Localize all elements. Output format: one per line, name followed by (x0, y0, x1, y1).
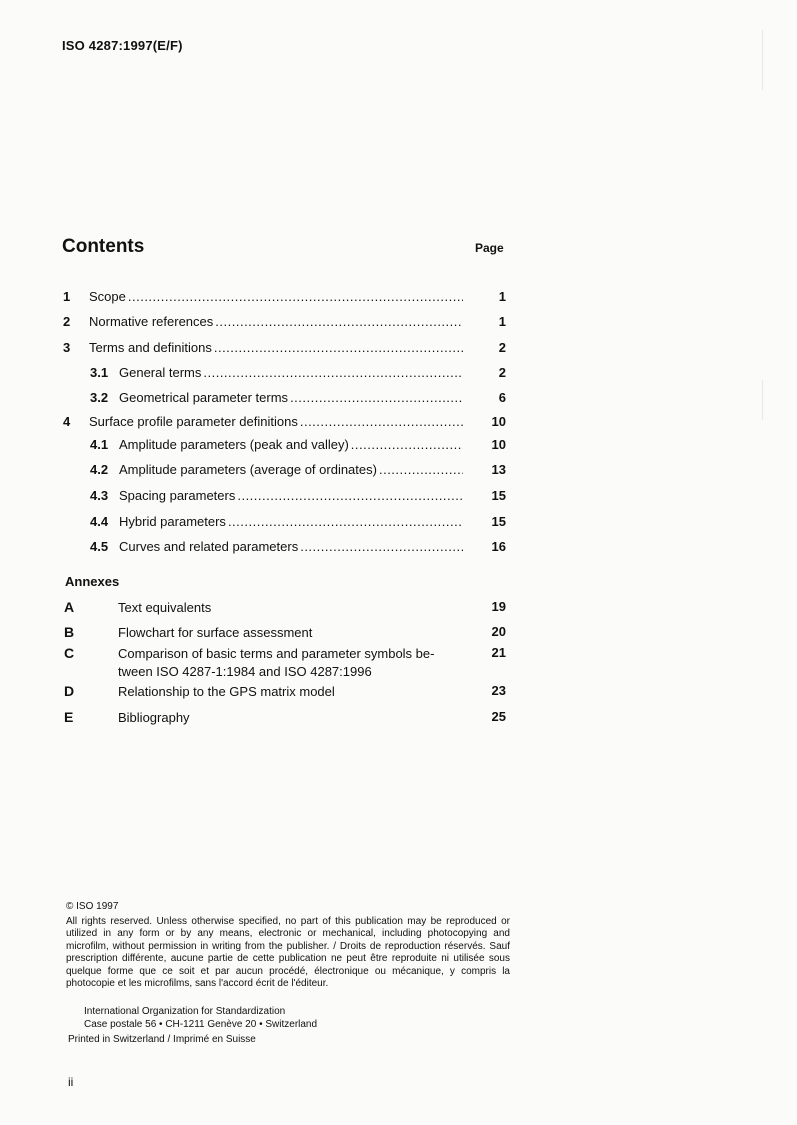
toc-leader-dots (203, 365, 463, 380)
toc-entry-number: 3.1 (90, 365, 109, 380)
toc-entry-title: Amplitude parameters (peak and valley) (119, 437, 349, 452)
toc-entry-line (119, 488, 463, 503)
toc-entry (0, 314, 797, 332)
annex-title: Flowchart for surface assessment (118, 625, 313, 640)
toc-entry-page: 1 (498, 314, 506, 329)
annex-letter: D (64, 683, 75, 699)
toc-entry-line (89, 414, 463, 429)
toc-entry-title: Surface profile parameter definitions (89, 414, 298, 429)
publisher-name: International Organization for Standardization (84, 1006, 286, 1017)
toc-leader-dots (215, 314, 463, 329)
toc-entry-title: Geometrical parameter terms (119, 390, 289, 405)
publisher-address (84, 1006, 317, 1031)
toc-entry (0, 539, 797, 557)
toc-entry-line (89, 340, 463, 355)
toc-leader-dots (300, 414, 463, 429)
toc-entry-line (119, 365, 463, 380)
copyright-notice: © ISO 1997 (66, 901, 119, 912)
document-id: ISO 4287:1997(E/F) (62, 38, 183, 53)
toc-entry-title: General terms (119, 365, 202, 380)
toc-entry-page: 10 (491, 437, 506, 452)
toc-entry-page: 13 (491, 462, 506, 477)
publisher-postal-address: Case postale 56 • CH-1211 Genève 20 • Switzerland (84, 1018, 318, 1030)
rights-statement: All rights reserved. Unless otherwise specified, no part of this publication may be reproduced or utilized in any form or by any means, electronic or mechanical, including photocopying and microfilm, without permission in writing from the publisher. / Droits de reproduction réservés. Sauf prescription différente, aucune partie de cette publication ne peut être reproduite ni utilisée sous quelque forme que ce soit et par aucun procédé, électronique ou mécanique, y compris la photocopie et les microfilms, sans l'accord écrit de l'éditeur. (66, 916, 510, 990)
toc-entry-page: 10 (491, 414, 506, 429)
toc-entry-number: 4.5 (90, 539, 109, 554)
contents-title: Contents (62, 236, 145, 257)
annex-letter: B (64, 624, 75, 640)
toc-leader-dots (228, 514, 463, 529)
toc-entry-title: Spacing parameters (119, 488, 236, 503)
toc-entry (0, 414, 797, 432)
annex-title: Comparison of basic terms and parameter symbols be-tween ISO 4287-1:1984 and ISO 4287:1996 (118, 646, 435, 679)
toc-leader-dots (290, 390, 463, 405)
annex-page: 19 (491, 599, 506, 614)
toc-entry-line (119, 539, 463, 554)
toc-entry-page: 2 (498, 340, 506, 355)
toc-entry-line (119, 437, 463, 452)
toc-entry-number: 1 (63, 289, 71, 304)
toc-entry-number: 4.1 (90, 437, 109, 452)
toc-entry-title: Normative references (89, 314, 214, 329)
toc-entry-line (89, 289, 463, 304)
toc-entry-line (119, 462, 463, 477)
annex-title: Text equivalents (118, 600, 212, 615)
toc-leader-dots (300, 539, 463, 554)
toc-entry-page: 15 (491, 488, 506, 503)
toc-leader-dots (379, 462, 463, 477)
toc-entry-title: Amplitude parameters (average of ordinates) (119, 462, 377, 477)
toc-entry (0, 462, 797, 480)
toc-entry-title: Scope (89, 289, 126, 304)
toc-leader-dots (237, 488, 463, 503)
page-column-label: Page (475, 241, 504, 255)
toc-entry-line (89, 314, 463, 329)
annex-letter: E (64, 709, 74, 725)
toc-entry-number: 4.3 (90, 488, 109, 503)
toc-entry-page: 16 (491, 539, 506, 554)
toc-entry (0, 340, 797, 358)
annex-title: Relationship to the GPS matrix model (118, 684, 335, 699)
annex-page: 21 (491, 645, 506, 660)
page-number: ii (68, 1075, 74, 1089)
toc-entry-page: 6 (498, 390, 506, 405)
toc-entry (0, 488, 797, 506)
annex-letter: C (64, 645, 75, 661)
toc-entry-title: Terms and definitions (89, 340, 212, 355)
toc-entry-number: 2 (63, 314, 71, 329)
annex-page: 25 (491, 709, 506, 724)
toc-entry-page: 1 (498, 289, 506, 304)
toc-leader-dots (128, 289, 463, 304)
scan-edge-mark (762, 380, 763, 420)
toc-entry-line (119, 514, 463, 529)
toc-entry-line (119, 390, 463, 405)
toc-entry (0, 289, 797, 307)
toc-entry-page: 15 (491, 514, 506, 529)
annexes-heading: Annexes (65, 574, 120, 589)
toc-leader-dots (351, 437, 463, 452)
toc-entry-page: 2 (498, 365, 506, 380)
toc-leader-dots (214, 340, 463, 355)
annex-title: Bibliography (118, 710, 190, 725)
annex-page: 23 (491, 683, 506, 698)
toc-entry-title: Curves and related parameters (119, 539, 299, 554)
toc-entry-number: 4.4 (90, 514, 109, 529)
toc-entry-number: 4 (63, 414, 71, 429)
toc-entry-number: 4.2 (90, 462, 109, 477)
toc-entry (0, 514, 797, 532)
printed-in: Printed in Switzerland / Imprimé en Suisse (68, 1034, 256, 1045)
toc-entry-number: 3.2 (90, 390, 109, 405)
scan-edge-mark (762, 30, 763, 90)
annex-page: 20 (491, 624, 506, 639)
toc-entry (0, 365, 797, 383)
toc-entry-title: Hybrid parameters (119, 514, 226, 529)
toc-entry (0, 390, 797, 408)
toc-entry (0, 437, 797, 455)
annex-letter: A (64, 599, 75, 615)
toc-entry-number: 3 (63, 340, 71, 355)
